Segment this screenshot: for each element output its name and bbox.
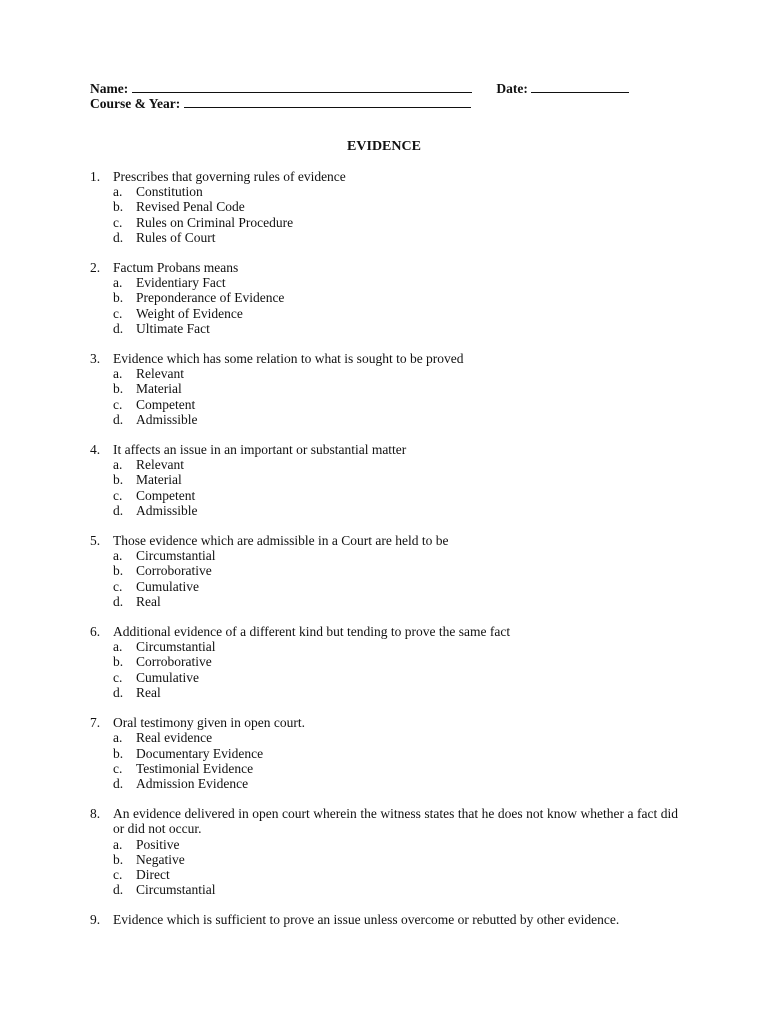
option-letter: d. (113, 593, 124, 609)
header-line-2 (90, 95, 471, 112)
option-letter: d. (113, 684, 124, 700)
question-number: 2. (90, 260, 101, 276)
option-text: Circumstantial (136, 882, 216, 898)
option-text: Admissible (136, 502, 198, 518)
option-letter: d. (113, 229, 124, 245)
answer-option (90, 882, 678, 897)
answer-option (90, 457, 678, 472)
option-text: Cumulative (136, 669, 199, 685)
answer-option (90, 275, 678, 290)
option-text: Constitution (136, 184, 203, 200)
name-label: Name: (90, 81, 129, 96)
question-stem (90, 260, 678, 275)
question-text: Factum Probans means (113, 260, 239, 276)
question-item (90, 912, 678, 927)
answer-option (90, 761, 678, 776)
question-number: 7. (90, 715, 101, 731)
option-letter: a. (113, 730, 123, 746)
option-text: Preponderance of Evidence (136, 290, 285, 306)
option-letter: d. (113, 775, 124, 791)
question-text: Those evidence which are admissible in a Court are held to be (113, 533, 449, 549)
option-letter: c. (113, 669, 123, 685)
question-item (90, 260, 678, 336)
answer-option (90, 746, 678, 761)
option-letter: c. (113, 578, 123, 594)
option-text: Positive (136, 836, 180, 852)
option-letter: c. (113, 487, 123, 503)
option-letter: b. (113, 381, 124, 397)
option-letter: a. (113, 639, 123, 655)
question-text: Evidence which is sufficient to prove an issue unless overcome or rebutted by other evidence. (113, 912, 620, 928)
option-text: Relevant (136, 457, 184, 473)
option-text: Real (136, 593, 161, 609)
answer-option (90, 594, 678, 609)
option-letter: d. (113, 882, 124, 898)
question-number: 6. (90, 624, 101, 640)
question-text: Prescribes that governing rules of evidence (113, 169, 346, 184)
answer-option (90, 654, 678, 669)
option-letter: a. (113, 184, 123, 200)
option-letter: c. (113, 214, 123, 230)
option-text: Competent (136, 487, 196, 503)
answer-option (90, 321, 678, 336)
option-letter: c. (113, 396, 123, 412)
answer-option (90, 184, 678, 199)
option-text: Competent (136, 396, 196, 412)
date-blank[interactable] (531, 80, 629, 93)
question-number: 9. (90, 912, 101, 928)
answer-option (90, 639, 678, 654)
question-stem (90, 351, 678, 366)
option-text: Testimonial Evidence (136, 760, 254, 776)
question-item (90, 806, 678, 897)
option-letter: d. (113, 320, 124, 336)
option-letter: a. (113, 275, 123, 291)
option-letter: d. (113, 411, 124, 427)
answer-option (90, 412, 678, 427)
option-text: Rules on Criminal Procedure (136, 214, 294, 230)
option-letter: c. (113, 305, 123, 321)
question-item (90, 442, 678, 518)
option-text: Corroborative (136, 654, 212, 670)
option-text: Relevant (136, 366, 184, 382)
option-letter: a. (113, 548, 123, 564)
option-letter: a. (113, 457, 123, 473)
answer-option (90, 215, 678, 230)
answer-option (90, 290, 678, 305)
option-letter: b. (113, 199, 124, 215)
answer-option (90, 397, 678, 412)
option-text: Weight of Evidence (136, 305, 243, 321)
question-number: 8. (90, 806, 101, 822)
option-letter: b. (113, 851, 124, 867)
answer-option (90, 306, 678, 321)
name-blank[interactable] (132, 80, 472, 93)
option-text: Rules of Court (136, 229, 216, 245)
option-letter: d. (113, 502, 124, 518)
option-text: Admissible (136, 411, 198, 427)
option-text: Documentary Evidence (136, 745, 264, 761)
answer-option (90, 366, 678, 381)
option-text: Circumstantial (136, 548, 216, 564)
question-list (90, 169, 678, 943)
option-text: Evidentiary Fact (136, 275, 226, 291)
question-stem (90, 912, 678, 927)
option-text: Material (136, 381, 182, 397)
answer-option (90, 837, 678, 852)
question-number: 3. (90, 351, 101, 367)
question-stem (90, 624, 678, 639)
option-text: Real (136, 684, 161, 700)
option-text: Ultimate Fact (136, 320, 210, 336)
answer-option (90, 852, 678, 867)
question-number: 5. (90, 533, 101, 549)
question-item (90, 351, 678, 427)
option-letter: c. (113, 760, 123, 776)
option-text: Real evidence (136, 730, 213, 746)
question-item (90, 533, 678, 609)
option-letter: b. (113, 290, 124, 306)
answer-option (90, 230, 678, 245)
option-text: Circumstantial (136, 639, 216, 655)
question-item (90, 715, 678, 791)
question-item (90, 169, 678, 245)
option-text: Admission Evidence (136, 775, 249, 791)
question-stem (90, 533, 678, 548)
option-text: Material (136, 472, 182, 488)
option-text: Negative (136, 851, 185, 867)
question-number: 4. (90, 442, 101, 458)
page-title: EVIDENCE (347, 139, 421, 154)
question-text: Additional evidence of a different kind but tending to prove the same fact (113, 624, 511, 640)
answer-option (90, 776, 678, 791)
course-year-blank[interactable] (184, 95, 471, 108)
option-letter: a. (113, 836, 123, 852)
option-text: Cumulative (136, 578, 199, 594)
option-text: Revised Penal Code (136, 199, 245, 215)
answer-option (90, 685, 678, 700)
answer-option (90, 488, 678, 503)
answer-option (90, 730, 678, 745)
option-letter: a. (113, 366, 123, 382)
answer-option (90, 670, 678, 685)
answer-option (90, 867, 678, 882)
answer-option (90, 548, 678, 563)
question-text: Oral testimony given in open court. (113, 715, 305, 731)
question-number: 1. (90, 169, 101, 184)
question-stem (90, 442, 678, 457)
question-text: Evidence which has some relation to what is sought to be proved (113, 351, 464, 367)
question-stem (90, 806, 678, 836)
answer-option (90, 503, 678, 518)
answer-option (90, 199, 678, 214)
option-letter: b. (113, 472, 124, 488)
answer-option (90, 563, 678, 578)
question-stem (90, 715, 678, 730)
question-stem (90, 169, 678, 184)
answer-option (90, 381, 678, 396)
answer-option (90, 579, 678, 594)
option-letter: c. (113, 866, 123, 882)
option-letter: b. (113, 654, 124, 670)
question-text: An evidence delivered in open court wherein the witness states that he does not know whether a fact did or did not occur. (113, 806, 678, 837)
date-label: Date: (496, 81, 528, 96)
option-text: Direct (136, 866, 170, 882)
option-letter: b. (113, 563, 124, 579)
question-item (90, 624, 678, 700)
option-letter: b. (113, 745, 124, 761)
answer-option (90, 472, 678, 487)
option-text: Corroborative (136, 563, 212, 579)
course-year-label: Course & Year: (90, 96, 181, 111)
question-text: It affects an issue in an important or substantial matter (113, 442, 407, 458)
